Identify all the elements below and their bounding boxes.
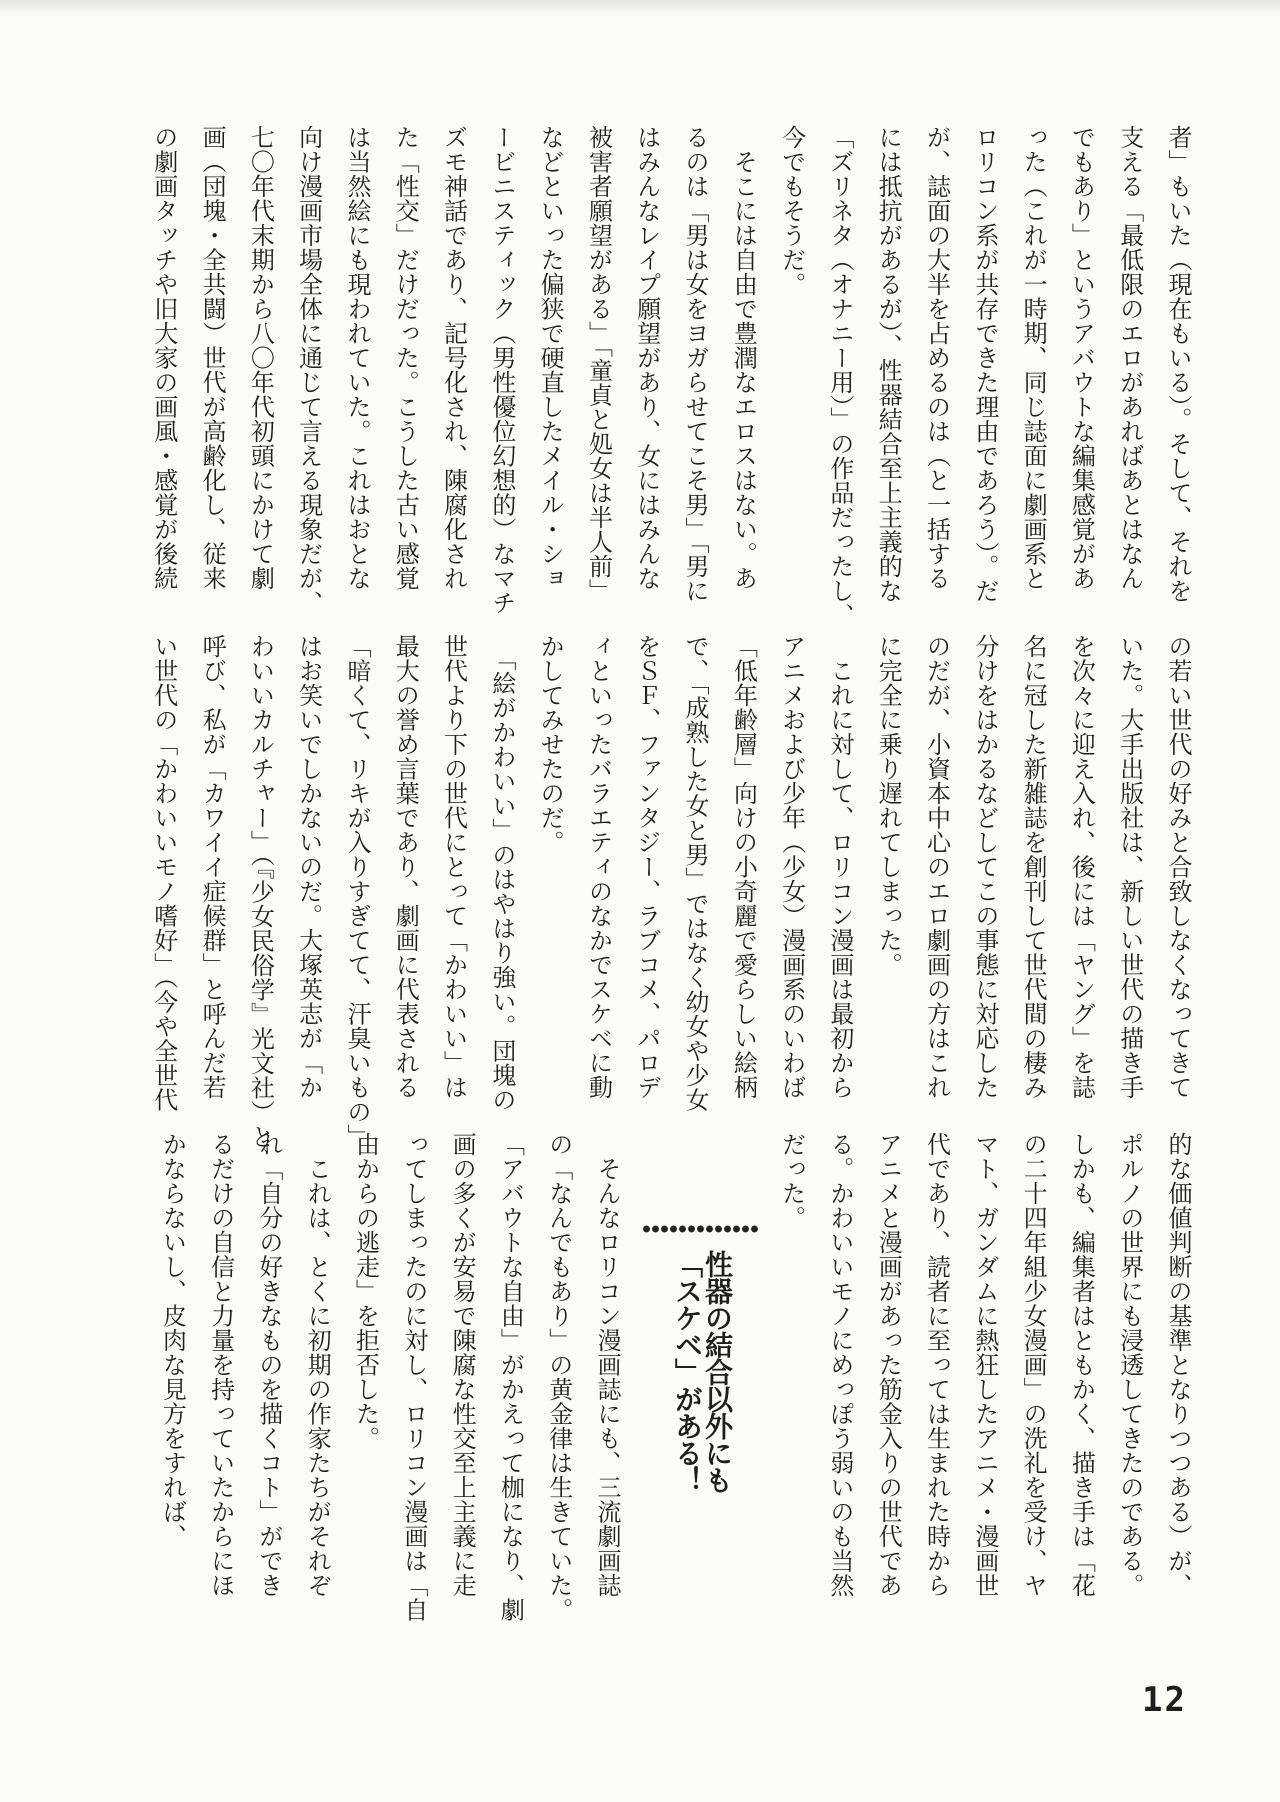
- text-column: しかも、編集者はともかく、描き手は「花: [1067, 1132, 1096, 1598]
- text-column: かならないし、皮肉な見方をすれば、: [158, 1132, 187, 1549]
- section-heading-line2: 「スケベ」がある！: [671, 1250, 704, 1493]
- text-column: 今でもそうだ。: [777, 125, 806, 297]
- text-column: 分けをはかるなどしてこの事態に対応した: [970, 634, 999, 1100]
- text-column: が、誌面の大半を占めるのは（と一括する: [922, 125, 951, 591]
- text-column: で、「成熟した女と男」ではなく幼女や少女: [681, 634, 710, 1112]
- text-column: 七〇年代末期から八〇年代初頭にかけて劇: [246, 125, 275, 591]
- text-column: 世代より下の世代にとって「かわいい」は: [439, 634, 468, 1100]
- text-column: るだけの自信と力量を持っていたからにほ: [206, 1132, 235, 1598]
- text-column: の若い世代の好みと合致しなくなってきて: [1164, 634, 1192, 1100]
- text-column: 画（団塊・全共闘）世代が高齢化し、従来: [198, 125, 227, 591]
- text-column: のだが、小資本中心のエロ劇画の方はこれ: [922, 634, 951, 1100]
- text-column: 向け漫画市場全体に通じて言える現象だが、: [294, 125, 323, 615]
- text-column: 「低年齢層」向けの小奇麗で愛らしい絵柄: [729, 634, 758, 1100]
- text-column: これに対して、ロリコン漫画は最初から: [825, 634, 854, 1100]
- text-column: アニメおよび少年（少女）漫画系のいわば: [777, 634, 806, 1100]
- text-column: る。かわいいモノにめっぽう弱いのも当然: [825, 1132, 854, 1598]
- dotted-rule: [642, 1224, 758, 1234]
- text-column: でもあり」というアバウトな編集感覚があ: [1067, 125, 1096, 591]
- text-column: ってしまったのに対し、ロリコン漫画は「自: [399, 1132, 428, 1622]
- text-column: 由からの逃走」を拒否した。: [351, 1132, 380, 1451]
- text-column: 「暗くて、リキが入りすぎてて、汗臭いもの」: [342, 634, 371, 1149]
- text-column: 名に冠した新雑誌を創刊して世代間の棲み: [1019, 634, 1048, 1100]
- text-column: をＳＦ、ファンタジー、ラブコメ、パロデ: [632, 634, 661, 1100]
- text-column: の二十四年組少女漫画」の洗礼を受け、ヤ: [1019, 1132, 1048, 1598]
- text-block-bottom-right: [767, 1132, 1202, 1598]
- text-column: ズモ神話であり、記号化され、陳腐化され: [439, 125, 468, 591]
- text-column: はお笑いでしかないのだ。大塚英志が「か: [294, 634, 323, 1100]
- page-number: 12: [1142, 1680, 1187, 1720]
- text-column: 画の多くが安易で陳腐な性交至上主義に走: [448, 1132, 477, 1598]
- text-column: ロリコン系が共存できた理由であろう）。だ: [970, 125, 999, 603]
- text-column: 「ズリネタ（オナニー用）」の作品だったし、: [825, 125, 854, 628]
- text-column: った（これが一時期、同じ誌面に劇画系と: [1019, 125, 1048, 591]
- text-column: 支える「最低限のエロがあればあとはなん: [1115, 125, 1144, 591]
- text-column: はみんなレイプ願望があり、女にはみんな: [632, 125, 661, 591]
- text-column: の「なんでもあり」の黄金律は生きていた。: [544, 1132, 573, 1622]
- text-column: 的な価値判断の基準となりつつある）が、: [1164, 1132, 1192, 1598]
- text-column: これは、とくに初期の作家たちがそれぞ: [303, 1132, 332, 1598]
- text-column: 呼び、私が「カワイイ症候群」と呼んだ若: [198, 634, 227, 1100]
- text-column: 代であり、読者に至っては生まれた時から: [922, 1132, 951, 1598]
- text-column: 最大の誉め言葉であり、劇画に代表される: [391, 634, 420, 1100]
- text-column: るのは「男は女をヨガらせてこそ男」「男に: [681, 125, 710, 603]
- text-column: わいいカルチャー」（『少女民俗学』光文社）と: [246, 634, 275, 1149]
- section-heading-text: [672, 1250, 732, 1493]
- text-column: い世代の「かわいいモノ嗜好」（今や全世代: [149, 634, 178, 1112]
- text-column: ポルノの世界にも浸透してきたのである。: [1115, 1132, 1144, 1598]
- text-column: 者」もいた（現在もいる）。そして、それを: [1164, 125, 1192, 603]
- text-block-middle: [139, 634, 1202, 1149]
- text-column: かしてみせたのだ。: [536, 634, 565, 855]
- text-column: アニメと漫画があった筋金入りの世代であ: [874, 1132, 903, 1598]
- text-column: などといった偏狭で硬直したメイル・ショ: [536, 125, 565, 591]
- text-column: そこには自由で豊潤なエロスはない。あ: [729, 125, 758, 591]
- text-column: は当然絵にも現われていた。これはおとな: [342, 125, 371, 591]
- text-column: 被害者願望がある」「童貞と処女は半人前」: [584, 125, 613, 603]
- text-column: れ「自分の好きなものを描くコト」ができ: [254, 1132, 283, 1598]
- text-block-top: [139, 125, 1202, 628]
- text-block-bottom-left: [148, 1132, 631, 1622]
- section-heading-line1: 性器の結合以外にも: [701, 1250, 734, 1493]
- text-column: 「アバウトな自由」がかえって枷になり、劇: [496, 1132, 525, 1622]
- text-column: を次々に迎え入れ、後には「ヤング」を誌: [1067, 634, 1096, 1100]
- text-column: いた。大手出版社は、新しい世代の描き手: [1115, 634, 1144, 1100]
- text-column: だった。: [777, 1132, 806, 1230]
- text-column: マト、ガンダムに熱狂したアニメ・漫画世: [970, 1132, 999, 1598]
- text-column: た「性交」だけだった。こうした古い感覚: [391, 125, 420, 591]
- text-column: ービニスティック（男性優位幻想的）なマチ: [487, 125, 516, 615]
- text-column: ィといったバラエティのなかでスケベに動: [584, 634, 613, 1100]
- text-column: 「絵がかわいい」のはやはり強い。団塊の: [487, 634, 516, 1112]
- scan-top-edge: [0, 0, 1280, 14]
- text-column: そんなロリコン漫画誌にも、三流劇画誌: [593, 1132, 621, 1598]
- text-column: に完全に乗り遅れてしまった。: [874, 634, 903, 977]
- section-heading: [640, 1224, 762, 1493]
- text-column: の劇画タッチや旧大家の画風・感覚が後続: [149, 125, 178, 591]
- text-column: には抵抗があるが）、性器結合至上主義的な: [874, 125, 903, 603]
